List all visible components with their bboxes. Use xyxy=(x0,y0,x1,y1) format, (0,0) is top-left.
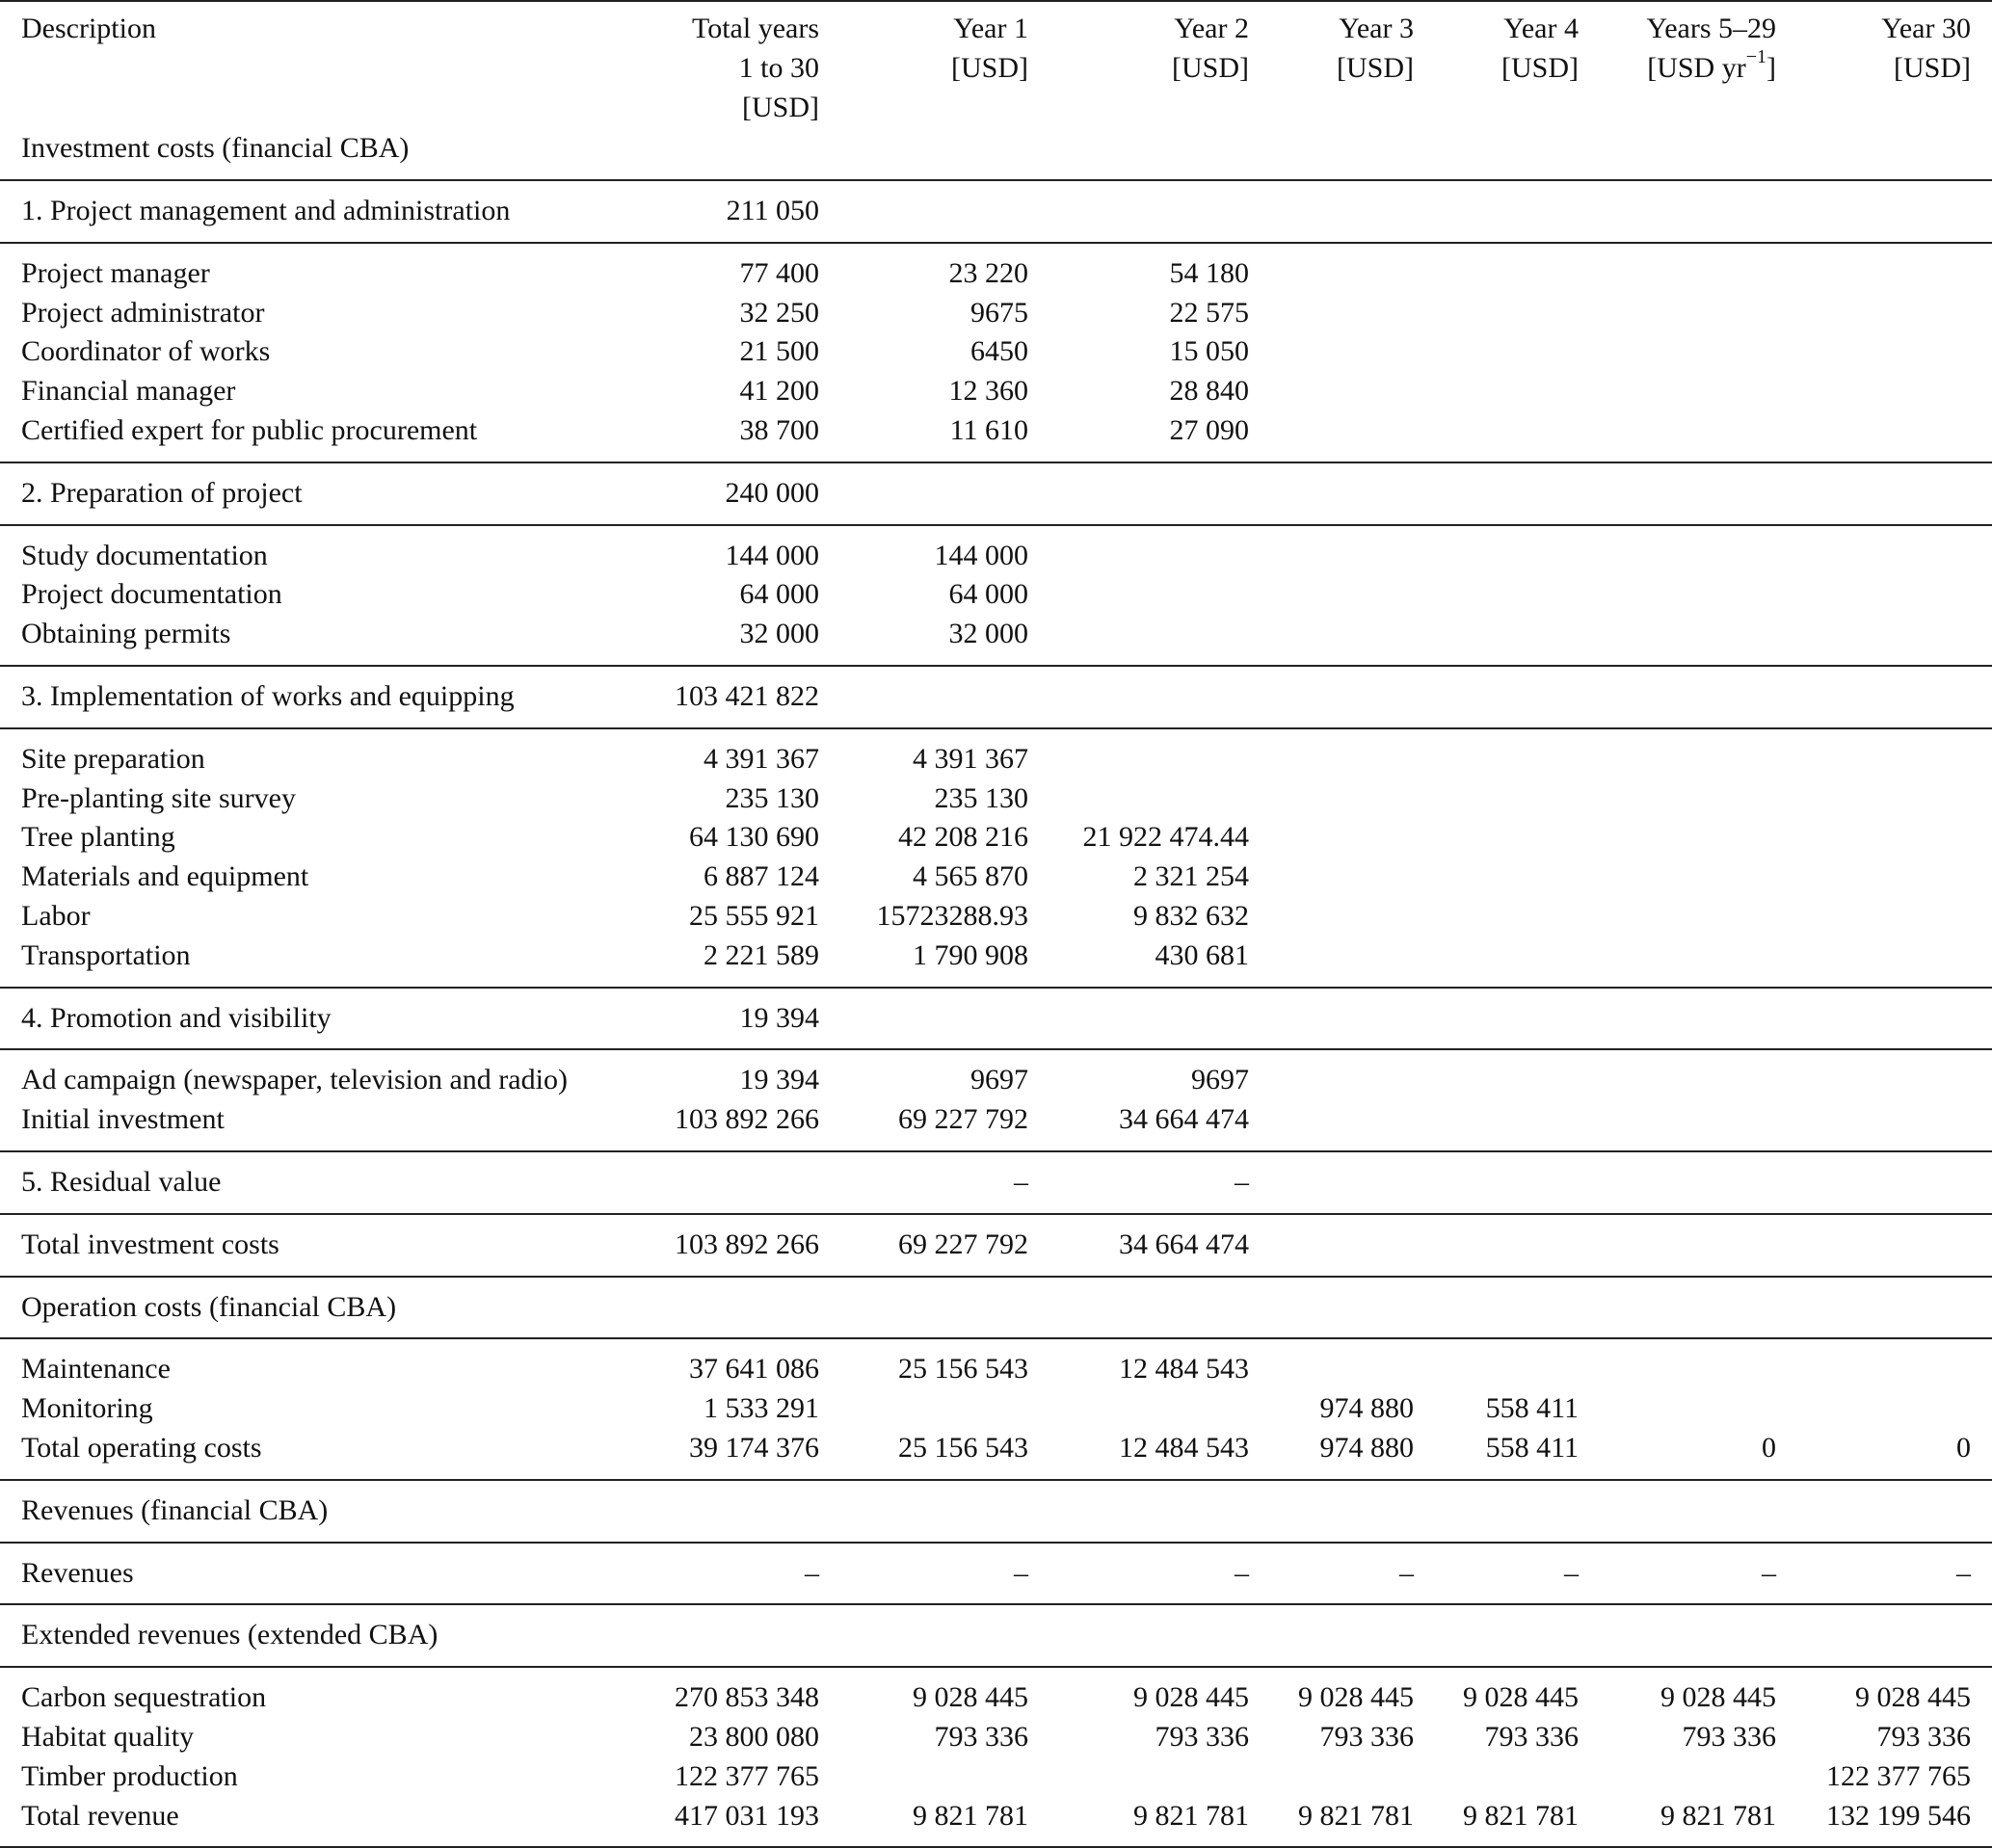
row-value-col1: 9 821 781 xyxy=(913,1799,1028,1832)
header-years5-29 xyxy=(1647,9,1776,88)
header-year4-line1: Year 4 xyxy=(1503,13,1579,44)
header-year1-line2: [USD] xyxy=(951,52,1028,84)
section-rule xyxy=(0,524,1992,526)
row-label: Initial investment xyxy=(21,1103,225,1136)
header-description-text: Description xyxy=(21,13,156,44)
table-row xyxy=(0,574,1992,614)
row-value-col0: 77 400 xyxy=(739,256,819,289)
row-value-col2: 27 090 xyxy=(1169,414,1249,446)
row-value-col1: 12 360 xyxy=(948,375,1028,408)
row-value-col6: 0 xyxy=(1956,1432,1971,1464)
row-value-col0: 39 174 376 xyxy=(689,1432,819,1464)
row-value-col0: 32 250 xyxy=(739,296,819,329)
row-label: Labor xyxy=(21,900,91,932)
table-row xyxy=(0,1615,1992,1654)
row-label: Pre-planting site survey xyxy=(21,781,296,814)
row-label: Monitoring xyxy=(21,1392,153,1425)
row-value-col4: 9 028 445 xyxy=(1463,1681,1579,1714)
table-row xyxy=(0,253,1992,293)
row-value-col1: 69 227 792 xyxy=(898,1103,1028,1136)
row-label: Project administrator xyxy=(21,296,265,329)
row-label: Coordinator of works xyxy=(21,335,271,368)
header-year3 xyxy=(1337,9,1414,88)
header-years5-29-exponent: −1 xyxy=(1745,46,1766,67)
row-value-col2: 9 028 445 xyxy=(1133,1681,1249,1714)
row-value-col1: – xyxy=(1014,1166,1028,1198)
row-value-col0: 2 221 589 xyxy=(704,938,819,971)
row-value-col6: 793 336 xyxy=(1876,1721,1971,1753)
row-value-col2: 34 664 474 xyxy=(1119,1103,1249,1136)
row-value-col1: – xyxy=(1014,1556,1028,1589)
row-value-col0: 41 200 xyxy=(739,375,819,408)
table-row xyxy=(0,1428,1992,1467)
row-label: Ad campaign (newspaper, television and radio) xyxy=(21,1064,568,1096)
header-total-line3: [USD] xyxy=(742,92,819,123)
row-label: 3. Implementation of works and equipping xyxy=(21,680,515,712)
section-rule xyxy=(0,1150,1992,1152)
row-label: 4. Promotion and visibility xyxy=(21,1001,332,1034)
row-value-col1: 9697 xyxy=(970,1064,1028,1096)
row-value-col2: 2 321 254 xyxy=(1133,860,1249,893)
section-rule xyxy=(0,1276,1992,1278)
section-rule xyxy=(0,665,1992,667)
table-row xyxy=(0,614,1992,653)
table-row xyxy=(0,1225,1992,1264)
row-value-col1: 11 610 xyxy=(949,414,1028,446)
table-row xyxy=(0,1060,1992,1099)
row-value-col0: 19 394 xyxy=(739,1064,819,1096)
section-rule xyxy=(0,1603,1992,1605)
table-row xyxy=(0,1162,1992,1201)
row-value-col3: – xyxy=(1399,1556,1414,1589)
row-value-col0: 235 130 xyxy=(725,781,819,814)
row-value-col1: 4 391 367 xyxy=(913,742,1028,775)
header-year2-line1: Year 2 xyxy=(1174,13,1249,44)
table-row xyxy=(0,817,1992,857)
row-value-col0: 25 555 921 xyxy=(689,900,819,932)
header-year30-line2: [USD] xyxy=(1894,52,1971,84)
row-value-col1: 793 336 xyxy=(934,1721,1028,1753)
row-value-col0: 19 394 xyxy=(739,1001,819,1034)
table-row xyxy=(0,1349,1992,1388)
table-row xyxy=(0,998,1992,1038)
row-value-col0: 6 887 124 xyxy=(704,860,819,893)
header-total xyxy=(692,9,819,127)
row-value-col0: 144 000 xyxy=(725,539,819,571)
header-year1 xyxy=(951,9,1028,88)
table-row xyxy=(0,1717,1992,1756)
row-label: Project manager xyxy=(21,256,210,289)
row-label: Transportation xyxy=(21,938,191,971)
row-value-col1: 69 227 792 xyxy=(898,1228,1028,1260)
row-value-col1: 235 130 xyxy=(934,781,1028,814)
row-value-col2: 9 821 781 xyxy=(1133,1799,1249,1832)
row-value-col0: 4 391 367 xyxy=(704,742,819,775)
row-label: Revenues (financial CBA) xyxy=(21,1493,329,1526)
table-row xyxy=(0,1287,1992,1327)
row-value-col1: 6450 xyxy=(970,335,1028,368)
row-value-col2: 22 575 xyxy=(1169,296,1249,329)
header-year2-line2: [USD] xyxy=(1172,52,1249,84)
table-row xyxy=(0,857,1992,896)
row-label: Obtaining permits xyxy=(21,618,231,650)
table-row xyxy=(0,1553,1992,1593)
table-row xyxy=(0,936,1992,975)
row-value-col2: 54 180 xyxy=(1169,256,1249,289)
row-value-col3: 9 821 781 xyxy=(1298,1799,1414,1832)
row-value-col1: 9 028 445 xyxy=(913,1681,1028,1714)
row-value-col0: 64 000 xyxy=(739,578,819,611)
section-heading-investment-text: Investment costs (financial CBA) xyxy=(21,132,410,164)
table-row xyxy=(0,331,1992,371)
table-row xyxy=(0,410,1992,450)
row-value-col3: 9 028 445 xyxy=(1298,1681,1414,1714)
row-label: Habitat quality xyxy=(21,1721,195,1753)
row-value-col1: 25 156 543 xyxy=(898,1432,1028,1464)
table-row xyxy=(0,1796,1992,1835)
row-value-col1: 32 000 xyxy=(948,618,1028,650)
table-row xyxy=(0,1677,1992,1717)
row-value-col1: 64 000 xyxy=(948,578,1028,611)
header-year30 xyxy=(1881,9,1971,88)
row-value-col2: – xyxy=(1235,1166,1249,1198)
section-rule xyxy=(0,727,1992,729)
table-row xyxy=(0,371,1992,410)
section-rule xyxy=(0,1213,1992,1215)
row-value-col0: 23 800 080 xyxy=(689,1721,819,1753)
section-heading-investment xyxy=(21,128,409,168)
row-value-col2: 430 681 xyxy=(1155,938,1249,971)
section-rule xyxy=(0,1666,1992,1668)
header-year30-line1: Year 30 xyxy=(1881,13,1971,44)
row-value-col1: 4 565 870 xyxy=(913,860,1028,893)
row-label: Total revenue xyxy=(21,1799,179,1832)
header-years5-29-line2 xyxy=(1647,48,1776,88)
table-row xyxy=(0,191,1992,230)
table-row xyxy=(0,473,1992,513)
row-label: Operation costs (financial CBA) xyxy=(21,1290,397,1323)
row-label: Maintenance xyxy=(21,1353,171,1386)
row-value-col1: 23 220 xyxy=(948,256,1028,289)
row-value-col2: – xyxy=(1235,1556,1249,1589)
row-label: Tree planting xyxy=(21,821,175,854)
header-year1-line1: Year 1 xyxy=(953,13,1028,44)
row-value-col0: 38 700 xyxy=(739,414,819,446)
header-year2 xyxy=(1172,9,1249,88)
row-value-col3: 974 880 xyxy=(1319,1392,1414,1425)
row-label: Total operating costs xyxy=(21,1432,262,1464)
row-label: Revenues xyxy=(21,1556,134,1589)
header-years5-29-line1: Years 5–29 xyxy=(1646,13,1776,44)
row-value-col4: 793 336 xyxy=(1484,1721,1579,1753)
table-row xyxy=(0,896,1992,936)
row-value-col6: – xyxy=(1956,1556,1971,1589)
table-row xyxy=(0,536,1992,575)
header-total-line1: Total years xyxy=(691,13,819,44)
table-row xyxy=(0,779,1992,818)
table-row xyxy=(0,676,1992,716)
table-row xyxy=(0,293,1992,332)
row-value-col1: 9675 xyxy=(970,296,1028,329)
row-value-col0: 103 892 266 xyxy=(675,1228,819,1260)
section-rule xyxy=(0,1542,1992,1544)
row-value-col2: 34 664 474 xyxy=(1119,1228,1249,1260)
header-year3-line1: Year 3 xyxy=(1339,13,1414,44)
row-value-col0: 240 000 xyxy=(725,476,819,509)
row-value-col0: 64 130 690 xyxy=(689,821,819,854)
row-label: Certified expert for public procurement xyxy=(21,414,478,446)
row-value-col3: 974 880 xyxy=(1319,1432,1414,1464)
row-label: Financial manager xyxy=(21,375,236,408)
row-value-col2: 9 832 632 xyxy=(1133,900,1249,932)
row-value-col4: 558 411 xyxy=(1485,1392,1579,1425)
row-value-col2: 15 050 xyxy=(1169,335,1249,368)
row-value-col0: 103 421 822 xyxy=(675,680,819,712)
top-rule xyxy=(0,0,1992,2)
row-value-col1: 25 156 543 xyxy=(898,1353,1028,1386)
header-year4 xyxy=(1501,9,1579,88)
row-label: Project documentation xyxy=(21,578,282,611)
row-label: Total investment costs xyxy=(21,1228,279,1260)
header-total-line2: 1 to 30 xyxy=(738,52,819,84)
row-value-col5: 9 821 781 xyxy=(1660,1799,1776,1832)
row-value-col0: 103 892 266 xyxy=(675,1103,819,1136)
row-value-col5: – xyxy=(1762,1556,1776,1589)
table-row xyxy=(0,739,1992,779)
section-rule xyxy=(0,462,1992,463)
row-label: 5. Residual value xyxy=(21,1166,222,1198)
row-label: 1. Project management and administration xyxy=(21,195,511,226)
row-value-col0: 211 050 xyxy=(726,195,819,226)
section-rule xyxy=(0,1337,1992,1339)
row-value-col0: 122 377 765 xyxy=(675,1759,819,1792)
row-value-col2: 12 484 543 xyxy=(1119,1432,1249,1464)
row-value-col0: – xyxy=(805,1556,819,1589)
row-value-col5: 793 336 xyxy=(1682,1721,1776,1753)
header-rule xyxy=(0,179,1992,181)
section-rule xyxy=(0,1479,1992,1481)
row-value-col1: 144 000 xyxy=(934,539,1028,571)
row-label: Timber production xyxy=(21,1759,238,1792)
row-value-col2: 28 840 xyxy=(1169,375,1249,408)
row-value-col2: 12 484 543 xyxy=(1119,1353,1249,1386)
table-row xyxy=(0,1099,1992,1139)
table-row xyxy=(0,1388,1992,1428)
row-value-col4: – xyxy=(1564,1556,1579,1589)
table-row xyxy=(0,1756,1992,1796)
row-label: Carbon sequestration xyxy=(21,1681,267,1714)
row-value-col0: 1 533 291 xyxy=(704,1392,819,1425)
row-value-col0: 32 000 xyxy=(739,618,819,650)
header-year3-line2: [USD] xyxy=(1337,52,1414,84)
section-rule xyxy=(0,987,1992,989)
row-value-col2: 21 922 474.44 xyxy=(1082,821,1249,854)
row-value-col1: 15723288.93 xyxy=(876,900,1028,932)
row-value-col6: 132 199 546 xyxy=(1826,1799,1971,1832)
header-years5-29-unit: [USD yr xyxy=(1647,52,1746,84)
row-value-col2: 793 336 xyxy=(1155,1721,1249,1753)
row-label: Materials and equipment xyxy=(21,860,309,893)
row-value-col0: 270 853 348 xyxy=(675,1681,819,1714)
row-value-col5: 9 028 445 xyxy=(1660,1681,1776,1714)
row-label: Site preparation xyxy=(21,742,205,775)
row-label: Study documentation xyxy=(21,539,268,571)
section-rule xyxy=(0,1048,1992,1050)
header-description xyxy=(21,9,156,48)
row-label: 2. Preparation of project xyxy=(21,476,303,509)
row-value-col6: 9 028 445 xyxy=(1855,1681,1971,1714)
row-value-col0: 21 500 xyxy=(739,335,819,368)
header-year4-line2: [USD] xyxy=(1501,52,1579,84)
row-value-col1: 42 208 216 xyxy=(898,821,1028,854)
row-label: Extended revenues (extended CBA) xyxy=(21,1619,438,1651)
row-value-col5: 0 xyxy=(1762,1432,1776,1464)
header-years5-29-bracket: ] xyxy=(1766,52,1776,84)
row-value-col2: 9697 xyxy=(1191,1064,1249,1096)
row-value-col0: 417 031 193 xyxy=(675,1799,819,1832)
row-value-col3: 793 336 xyxy=(1319,1721,1414,1753)
table-row xyxy=(0,1491,1992,1530)
section-rule xyxy=(0,242,1992,244)
row-value-col4: 558 411 xyxy=(1485,1432,1579,1464)
row-value-col1: 1 790 908 xyxy=(913,938,1028,971)
row-value-col6: 122 377 765 xyxy=(1826,1759,1971,1792)
row-value-col4: 9 821 781 xyxy=(1463,1799,1579,1832)
row-value-col0: 37 641 086 xyxy=(689,1353,819,1386)
